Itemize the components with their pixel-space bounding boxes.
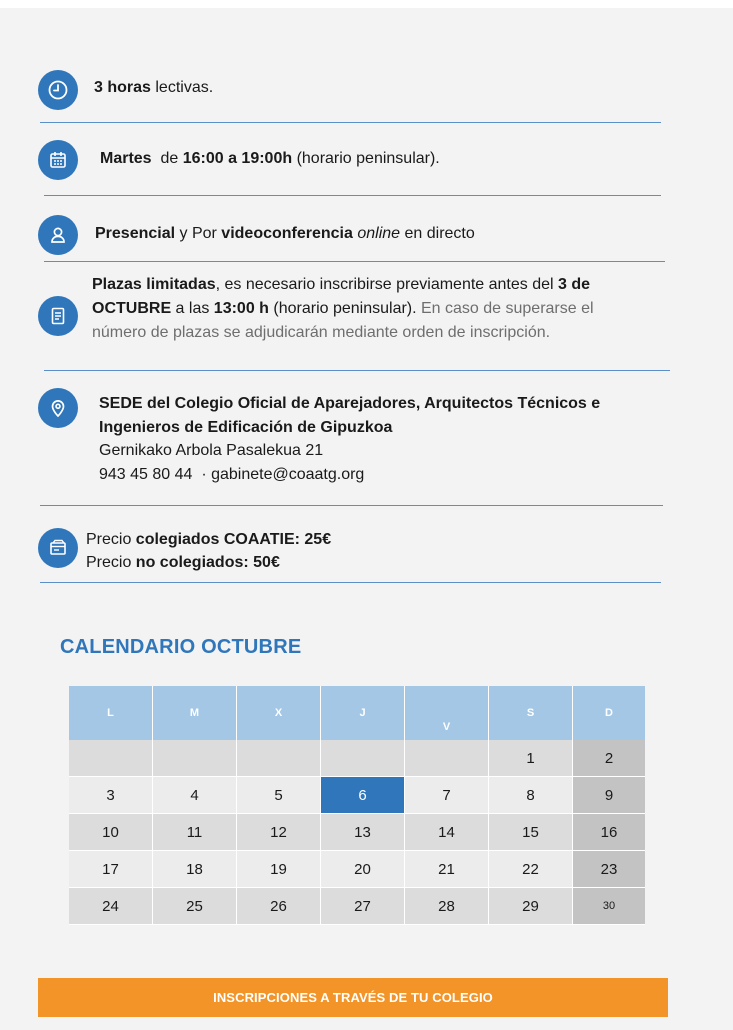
calendar-day: 11 <box>153 814 237 851</box>
calendar-empty-cell <box>69 740 153 777</box>
calendar-day: 7 <box>405 777 489 814</box>
calendar-day: 1 <box>489 740 573 777</box>
price-non-members: Precio no colegiados: 50€ <box>86 554 280 571</box>
divider <box>44 261 665 262</box>
calendar-day: 17 <box>69 851 153 888</box>
location-pin-icon <box>38 388 78 428</box>
modality-text: Presencial y Por videoconferencia online en directo <box>95 225 475 242</box>
calendar-day: 18 <box>153 851 237 888</box>
calendar-day: 28 <box>405 888 489 925</box>
weekday-header: X <box>237 686 321 740</box>
weekday-header: S <box>489 686 573 740</box>
calendar-day: 10 <box>69 814 153 851</box>
calendar-day: 15 <box>489 814 573 851</box>
venue-address: Gernikako Arbola Pasalekua 21 <box>99 442 324 459</box>
weekday-header: D <box>573 686 646 740</box>
calendar-day: 5 <box>237 777 321 814</box>
calendar-day: 20 <box>321 851 405 888</box>
calendar-day: 25 <box>153 888 237 925</box>
calendar-day: 13 <box>321 814 405 851</box>
weekday-header: M <box>153 686 237 740</box>
venue-block <box>99 392 664 486</box>
clock-icon <box>38 70 78 110</box>
calendar-day: 14 <box>405 814 489 851</box>
calendar-day: 12 <box>237 814 321 851</box>
calendar-title: CALENDARIO OCTUBRE <box>60 636 302 658</box>
places-text: Plazas limitadas, es necesario inscribirse previamente antes del 3 de OCTUBRE a las 13:00 h (horario peninsular). En caso de superarse el número de plazas se adjudicarán mediante orden de inscripción. <box>92 276 594 341</box>
calendar-day: 23 <box>573 851 646 888</box>
person-icon <box>38 215 78 255</box>
schedule-text: Martes de 16:00 a 19:00h (horario peninsular). <box>100 150 440 167</box>
calendar-table <box>69 686 645 925</box>
calendar-day: 30 <box>573 888 646 925</box>
calendar-day: 16 <box>573 814 646 851</box>
weekday-header: L <box>69 686 153 740</box>
calendar-day-highlighted: 6 <box>321 777 405 814</box>
calendar-day: 27 <box>321 888 405 925</box>
divider <box>44 195 661 196</box>
calendar-day: 22 <box>489 851 573 888</box>
calendar-week-row <box>69 888 645 925</box>
calendar-day: 3 <box>69 777 153 814</box>
price-members: Precio colegiados COAATIE: 25€ <box>86 531 332 548</box>
price-block <box>86 528 331 574</box>
venue-contact: 943 45 80 44 · gabinete@coaatg.org <box>99 465 365 483</box>
calendar-empty-cell <box>405 740 489 777</box>
calendar-week-row <box>69 814 645 851</box>
divider <box>40 505 663 506</box>
calendar-week-row <box>69 777 645 814</box>
ticket-icon <box>38 528 78 568</box>
calendar-week-row <box>69 740 645 777</box>
calendar-day: 24 <box>69 888 153 925</box>
calendar-icon <box>38 140 78 180</box>
calendar-day: 19 <box>237 851 321 888</box>
calendar-week-row <box>69 851 645 888</box>
divider <box>44 370 670 371</box>
document-icon <box>38 296 78 336</box>
weekday-header: J <box>321 686 405 740</box>
calendar-empty-cell <box>237 740 321 777</box>
top-bar <box>0 0 733 8</box>
calendar-day: 21 <box>405 851 489 888</box>
calendar-day: 8 <box>489 777 573 814</box>
calendar-empty-cell <box>321 740 405 777</box>
divider <box>40 122 661 123</box>
calendar-day: 4 <box>153 777 237 814</box>
weekday-header: V <box>405 686 489 740</box>
hours-text: 3 horas lectivas. <box>94 79 214 96</box>
venue-name: SEDE del Colegio Oficial de Aparejadores, Arquitectos Técnicos e Ingenieros de Edificación de Gipuzkoa <box>99 395 601 436</box>
calendar-day: 29 <box>489 888 573 925</box>
calendar-empty-cell <box>153 740 237 777</box>
calendar-day: 26 <box>237 888 321 925</box>
registration-button[interactable]: INSCRIPCIONES A TRAVÉS DE TU COLEGIO <box>38 978 668 1017</box>
divider <box>40 582 661 583</box>
calendar-day: 2 <box>573 740 646 777</box>
calendar-day: 9 <box>573 777 646 814</box>
